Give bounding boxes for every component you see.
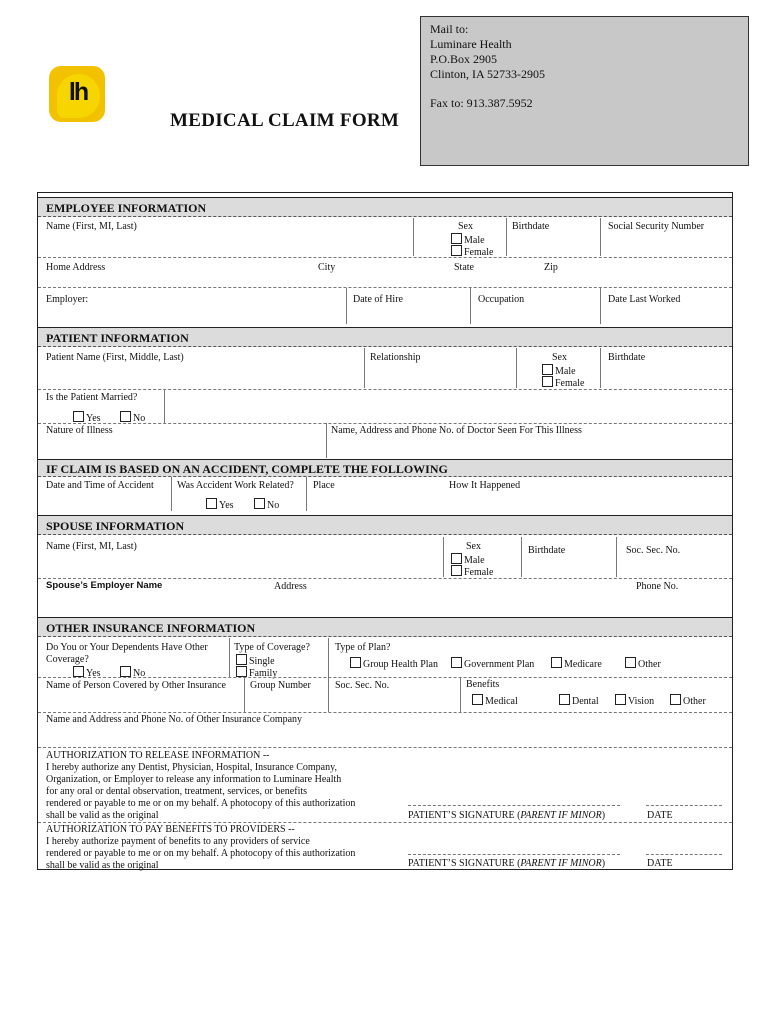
benefit-vision[interactable] [615,694,654,708]
signature-line-release[interactable] [408,805,620,806]
yes-label: Yes [219,500,234,511]
spouse-sex-label: Sex [466,541,481,552]
mail-to-pobox: P.O.Box 2905 [430,52,498,66]
accident-place-label: Place [313,480,335,491]
sig-close: ) [601,858,606,869]
patient-signature-label [408,810,605,822]
employee-zip-label: Zip [544,262,558,273]
divider [328,638,329,678]
medical-label: Medical [485,696,518,707]
patient-nature-of-illness-label: Nature of Illness [46,425,113,436]
spouse-name-label: Name (First, MI, Last) [46,541,137,552]
other-type-coverage-label: Type of Coverage? [234,642,310,653]
other-group-number-label: Group Number [250,680,311,691]
family-label: Family [249,668,278,679]
other-type-plan-label: Type of Plan? [335,642,391,653]
accident-work-related-label: Was Accident Work Related? [177,480,294,491]
yes-label: Yes [86,668,101,679]
auth-release-line: rendered or payable to me or on my behalf. A photocopy of this authorization [46,798,356,809]
spouse-phone-label: Phone No. [636,581,679,592]
accident-work-yes[interactable] [206,498,234,512]
employee-occupation-label: Occupation [478,294,525,305]
group-health-label: Group Health Plan [363,659,438,670]
mail-to-name: Luminare Health [430,37,512,51]
other-soc-sec-label: Soc. Sec. No. [335,680,390,691]
other-benefit-label: Other [683,696,706,707]
patient-relationship-label: Relationship [370,352,421,363]
employee-name-label: Name (First, MI, Last) [46,221,137,232]
government-label: Government Plan [464,659,535,670]
employee-ssn-label: Social Security Number [608,221,705,232]
row-rule [38,257,732,258]
benefit-medical[interactable] [472,694,518,708]
fax-number: Fax to: 913.387.5952 [430,96,533,110]
claim-form [37,192,733,870]
patient-male-label: Male [555,366,576,377]
plan-government[interactable] [451,657,534,671]
row-rule [38,712,732,713]
sig-text: PATIENT’S SIGNATURE ( [408,858,521,869]
auth-release-text [46,750,355,822]
checkbox[interactable] [559,694,570,705]
yes-label: Yes [86,413,101,424]
no-label: No [267,500,280,511]
checkbox[interactable] [350,657,361,668]
dental-label: Dental [572,696,599,707]
divider [460,678,461,712]
divider [470,288,471,324]
divider [164,390,165,423]
date-label-2: DATE [647,858,673,869]
row-rule [38,822,732,823]
spouse-birthdate-label: Birthdate [528,545,566,556]
spouse-female-label: Female [464,567,494,578]
employee-city-label: City [318,262,336,273]
checkbox[interactable] [615,694,626,705]
employee-employer-label: Employer: [46,294,89,305]
employee-section-header: EMPLOYEE INFORMATION [38,197,732,217]
mail-to-box [420,16,749,166]
auth-release-line: AUTHORIZATION TO RELEASE INFORMATION -- [46,750,270,761]
other-benefits-label: Benefits [466,679,500,690]
row-rule [38,389,732,390]
form-title: MEDICAL CLAIM FORM [170,110,400,131]
divider [600,348,601,388]
divider [364,348,365,388]
employee-male-label: Male [464,235,485,246]
divider [600,288,601,324]
accident-how-label: How It Happened [449,480,521,491]
plan-group-health[interactable] [350,657,438,671]
row-rule [38,677,732,678]
other-dependents-question-2: Coverage? [46,654,89,665]
vision-label: Vision [628,696,655,707]
benefit-dental[interactable] [559,694,599,708]
single-label: Single [249,656,275,667]
divider [521,537,522,577]
company-logo-text: lh [68,78,88,106]
sig-italic-text: PARENT IF MINOR [520,858,602,869]
employee-state-label: State [454,262,474,273]
divider [171,477,172,511]
accident-date-time-label: Date and Time of Accident [46,480,154,491]
divider [506,218,507,256]
other-person-covered-label: Name of Person Covered by Other Insurance [46,680,226,691]
checkbox[interactable] [451,553,462,564]
spouse-section-header: SPOUSE INFORMATION [38,515,732,535]
checkbox[interactable] [236,654,247,665]
divider [413,218,414,256]
sig-text: PATIENT’S SIGNATURE ( [408,810,521,821]
checkbox[interactable] [206,498,217,509]
checkbox[interactable] [451,565,462,576]
mail-to-label: Mail to: [430,22,469,36]
employee-date-of-hire-label: Date of Hire [353,294,403,305]
sig-italic-text: PARENT IF MINOR [520,810,602,821]
checkbox[interactable] [236,666,247,677]
divider [346,288,347,324]
divider [328,678,329,712]
auth-release-line: Organization, or Employer to release any information to Luminare Health [46,774,342,785]
checkbox[interactable] [542,376,553,387]
row-rule [38,287,732,288]
divider [600,218,601,256]
patient-birthdate-label: Birthdate [608,352,646,363]
checkbox[interactable] [254,498,265,509]
checkbox[interactable] [451,657,462,668]
checkbox[interactable] [670,694,681,705]
sig-close: ) [601,810,606,821]
other-company-label: Name and Address and Phone No. of Other Insurance Company [46,714,303,725]
auth-release-line: for any oral or dental observation, treatment, services, or benefits [46,786,308,797]
medicare-label: Medicare [564,659,602,670]
patient-sex-label: Sex [552,352,567,363]
divider [616,537,617,577]
employee-female-label: Female [464,247,494,258]
patient-female-label: Female [555,378,585,389]
plan-medicare[interactable] [551,657,602,671]
checkbox[interactable] [542,364,553,375]
date-line-pay[interactable] [646,854,722,855]
spouse-employer-label: Spouse’s Employer Name [46,580,163,591]
auth-pay-line: AUTHORIZATION TO PAY BENEFITS TO PROVIDERS -- [46,824,295,835]
auth-release-line: shall be valid as the original [46,810,159,821]
auth-pay-line: I hereby authorize payment of benefits to any providers of service [46,836,310,847]
spouse-soc-sec-label: Soc. Sec. No. [626,545,681,556]
row-rule [38,747,732,748]
patient-signature-label-2 [408,858,605,870]
plan-other[interactable] [625,657,661,671]
no-label: No [133,668,146,679]
signature-line-pay[interactable] [408,854,620,855]
checkbox[interactable] [451,245,462,256]
employee-birthdate-label: Birthdate [512,221,550,232]
spouse-male-label: Male [464,555,485,566]
mail-to-city: Clinton, IA 52733-2905 [430,67,546,81]
accident-work-no[interactable] [254,498,279,512]
checkbox[interactable] [120,411,131,422]
checkbox[interactable] [472,694,483,705]
date-line-release[interactable] [646,805,722,806]
auth-release-line: I hereby authorize any Dentist, Physician, Hospital, Insurance Company, [46,762,337,773]
spouse-address-label: Address [274,581,307,592]
other-plan-label: Other [638,659,661,670]
no-label: No [133,413,146,424]
divider [443,537,444,577]
auth-pay-line: shall be valid as the original [46,860,159,871]
spouse-sex-female[interactable] [451,565,493,579]
patient-doctor-label: Name, Address and Phone No. of Doctor Seen For This Illness [331,425,582,436]
patient-sex-female[interactable] [542,376,584,390]
mail-gap [430,82,739,96]
auth-pay-text [46,824,355,872]
other-insurance-section-header: OTHER INSURANCE INFORMATION [38,617,732,637]
other-dependents-question: Do You or Your Dependents Have Other [46,642,208,653]
checkbox[interactable] [451,233,462,244]
divider [516,348,517,388]
divider [229,638,230,678]
benefit-other[interactable] [670,694,706,708]
employee-home-address-label: Home Address [46,262,106,273]
patient-name-label: Patient Name (First, Middle, Last) [46,352,184,363]
divider [326,423,327,458]
date-label: DATE [647,810,673,821]
checkbox[interactable] [73,666,84,677]
row-rule [38,578,732,579]
checkbox[interactable] [551,657,562,668]
checkbox[interactable] [625,657,636,668]
auth-pay-line: rendered or payable to me or on my behalf. A photocopy of this authorization [46,848,356,859]
divider [244,678,245,712]
divider [306,477,307,511]
employee-sex-label: Sex [458,221,473,232]
patient-married-label: Is the Patient Married? [46,392,138,403]
employee-date-last-worked-label: Date Last Worked [608,294,681,305]
checkbox[interactable] [120,666,131,677]
checkbox[interactable] [73,411,84,422]
row-rule [38,423,732,424]
patient-section-header: PATIENT INFORMATION [38,327,732,347]
accident-section-header: IF CLAIM IS BASED ON AN ACCIDENT, COMPLETE THE FOLLOWING [38,459,732,477]
